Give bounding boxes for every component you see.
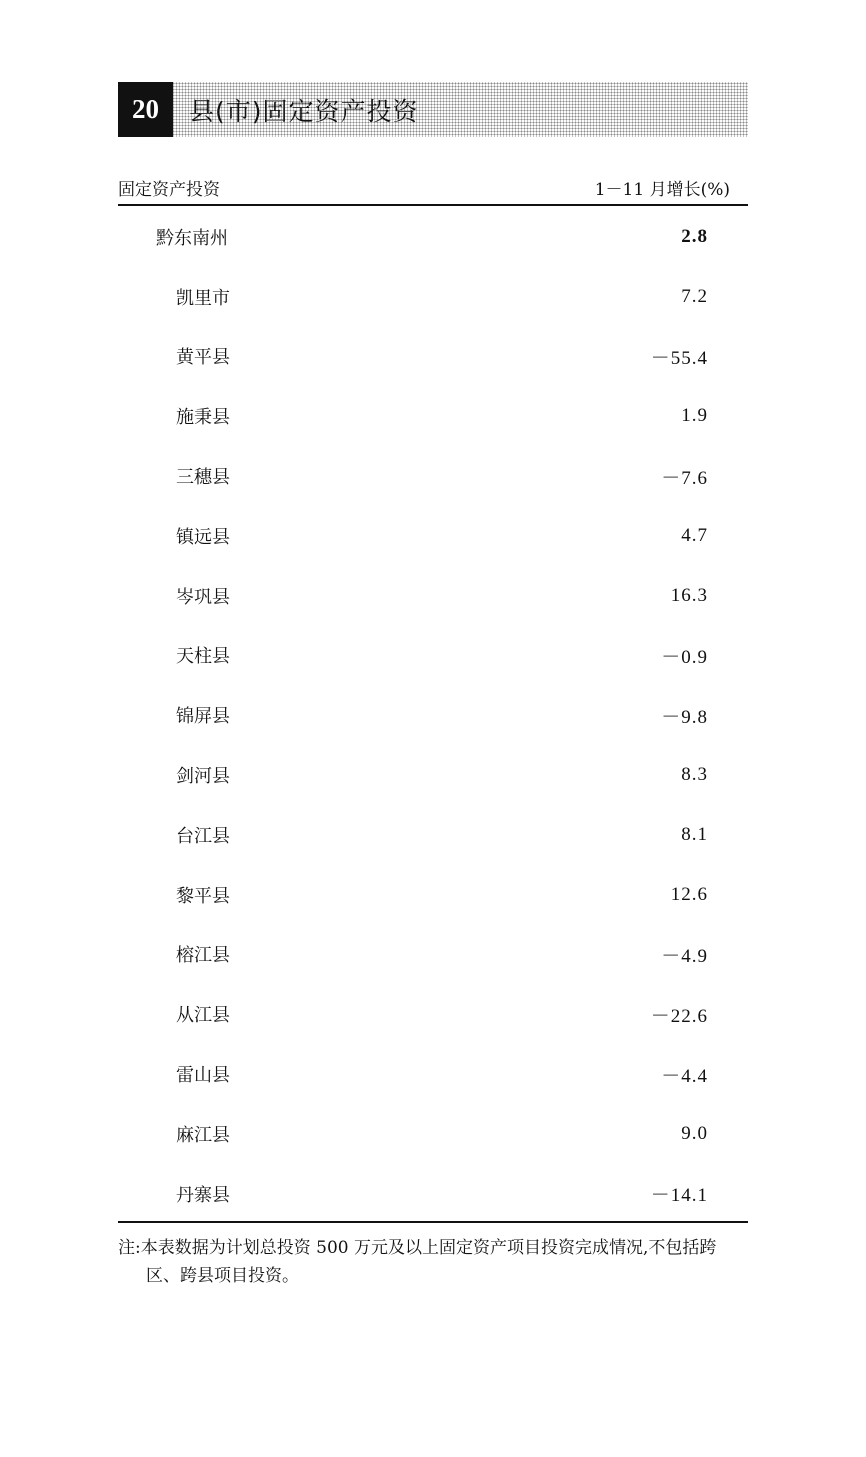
table-row: [118, 685, 748, 745]
row-value: －4.4: [661, 1065, 708, 1087]
row-name: 天柱县: [176, 646, 230, 668]
table-row: [118, 506, 748, 566]
table-row: [118, 925, 748, 985]
row-value: 7.2: [681, 285, 708, 307]
row-name: 雷山县: [176, 1065, 230, 1087]
row-value: 1.9: [681, 405, 708, 427]
row-name: 剑河县: [176, 766, 230, 788]
row-name: 锦屏县: [176, 706, 230, 728]
row-name: 从江县: [176, 1005, 230, 1027]
row-value: 8.3: [681, 764, 708, 786]
row-name: 台江县: [176, 825, 230, 847]
table-bottom-rule: [118, 1221, 748, 1223]
table-row: [118, 267, 748, 327]
section-title: 县(市)固定资产投资: [189, 96, 419, 126]
row-value: 12.6: [670, 883, 708, 905]
row-value: 9.0: [681, 1122, 708, 1144]
row-name: 施秉县: [176, 407, 230, 429]
table-row: [118, 1104, 748, 1164]
table-body: [118, 207, 748, 1224]
table-row: [118, 327, 748, 387]
row-name: 三穗县: [176, 467, 230, 489]
table-footnote: 注:本表数据为计划总投资 500 万元及以上固定资产项目投资完成情况,不包括跨区、跨县项目投资。: [118, 1238, 717, 1286]
row-value: －0.9: [661, 646, 708, 668]
column-header-indicator: 固定资产投资: [118, 179, 220, 200]
row-name: 丹寨县: [176, 1184, 230, 1206]
row-name: 榕江县: [176, 945, 230, 967]
table-row: [118, 626, 748, 686]
row-value: 16.3: [670, 584, 708, 606]
table-row: [118, 745, 748, 805]
table-row: [118, 386, 748, 446]
row-value: －7.6: [661, 467, 708, 489]
row-name: 黔东南州: [156, 227, 228, 249]
table-row: [118, 805, 748, 865]
table-row: [118, 566, 748, 626]
row-value: 2.8: [681, 225, 708, 247]
column-header-growth: 1－11 月增长(%): [594, 179, 730, 200]
row-value: －9.8: [661, 706, 708, 728]
table-row: [118, 1164, 748, 1224]
table-row-total: [118, 207, 748, 267]
row-value: －22.6: [650, 1005, 708, 1027]
row-value: 4.7: [681, 524, 708, 546]
table-header: [118, 170, 748, 206]
row-value: －55.4: [650, 347, 708, 369]
row-name: 黄平县: [176, 347, 230, 369]
row-name: 黎平县: [176, 885, 230, 907]
row-value: 8.1: [681, 823, 708, 845]
row-name: 岑巩县: [176, 586, 230, 608]
row-value: －4.9: [661, 945, 708, 967]
row-name: 凯里市: [176, 287, 230, 309]
row-value: －14.1: [650, 1185, 708, 1207]
section-header: [118, 82, 748, 137]
row-name: 麻江县: [176, 1124, 230, 1146]
section-number: 20: [118, 82, 173, 137]
table-row: [118, 446, 748, 506]
table-row: [118, 984, 748, 1044]
table-row: [118, 865, 748, 925]
table-row: [118, 1044, 748, 1104]
row-name: 镇远县: [176, 526, 230, 548]
